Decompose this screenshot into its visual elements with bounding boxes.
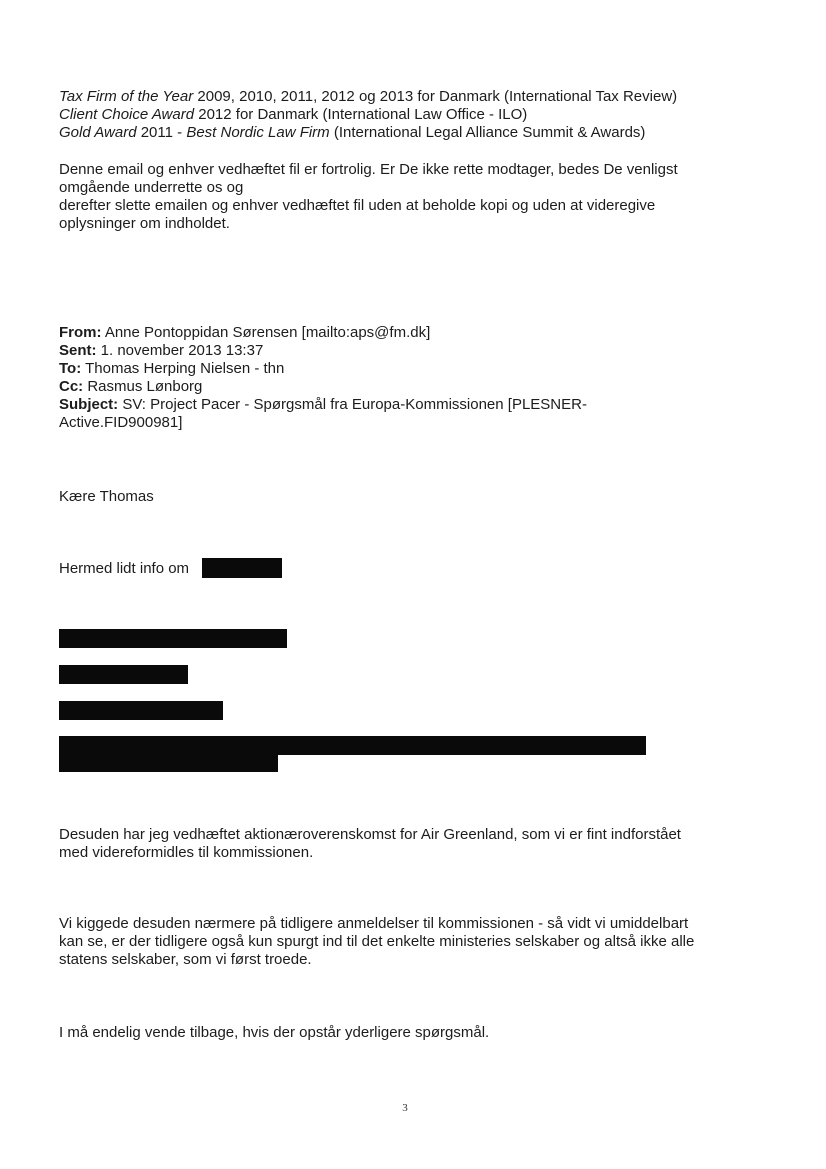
to-line xyxy=(59,360,587,378)
awards-block xyxy=(59,88,677,142)
subject-line xyxy=(59,396,587,414)
redaction-bar xyxy=(202,558,282,578)
paragraph-line: kan se, er der tidligere også kun spurgt ind til det enkelte ministeries selskaber og altså ikke alle xyxy=(59,933,695,950)
greeting xyxy=(59,488,154,506)
closing-text: I må endelig vende tilbage, hvis der opstår yderligere spørgsmål. xyxy=(59,1024,490,1041)
notice-line: Denne email og enhver vedhæftet fil er fortrolig. Er De ikke rette modtager, bedes De venligst xyxy=(59,161,678,178)
to-value: Thomas Herping Nielsen - thn xyxy=(81,360,285,377)
cc-label: Cc: xyxy=(59,378,84,395)
award-line-1 xyxy=(59,88,677,106)
award-title: Gold Award xyxy=(59,124,137,141)
sent-value: 1. november 2013 13:37 xyxy=(96,342,264,359)
redaction-bar xyxy=(59,629,287,648)
from-line xyxy=(59,324,587,342)
award-text: (International Legal Alliance Summit & Awards) xyxy=(329,124,646,141)
info-line xyxy=(59,560,189,578)
from-value: Anne Pontoppidan Sørensen [mailto:aps@fm.dk] xyxy=(101,324,431,341)
notice-line: oplysninger om indholdet. xyxy=(59,215,230,232)
paragraph-line: Vi kiggede desuden nærmere på tidligere anmeldelser til kommissionen - så vidt vi umiddelbart xyxy=(59,915,689,932)
cc-line xyxy=(59,378,587,396)
notice-line: derefter slette emailen og enhver vedhæftet fil uden at beholde kopi og uden at videregive xyxy=(59,197,656,214)
redaction-bar xyxy=(59,753,278,772)
award-title: Tax Firm of the Year xyxy=(59,88,194,105)
paragraph-attachment xyxy=(59,826,681,862)
greeting-text: Kære Thomas xyxy=(59,488,154,505)
award-text: 2012 for Danmark (International Law Office - ILO) xyxy=(194,106,528,123)
paragraph-line: statens selskaber, som vi først troede. xyxy=(59,951,312,968)
notice-line: omgående underrette os og xyxy=(59,179,244,196)
redaction-bar xyxy=(59,701,223,720)
award-text: 2011 - xyxy=(136,124,187,141)
to-label: To: xyxy=(59,360,82,377)
subject-value: SV: Project Pacer - Spørgsmål fra Europa-Kommissionen [PLESNER- xyxy=(118,396,587,413)
confidentiality-notice xyxy=(59,161,678,233)
email-header xyxy=(59,324,587,432)
award-line-3 xyxy=(59,124,677,142)
award-title: Client Choice Award xyxy=(59,106,195,123)
sent-line xyxy=(59,342,587,360)
award-text: 2009, 2010, 2011, 2012 og 2013 for Danmark (International Tax Review) xyxy=(193,88,678,105)
subject-continuation: Active.FID900981] xyxy=(59,414,183,431)
page-number: 3 xyxy=(402,1102,408,1114)
paragraph-line: med videreformidles til kommissionen. xyxy=(59,844,314,861)
info-text: Hermed lidt info om xyxy=(59,560,190,577)
subject-label: Subject: xyxy=(59,396,119,413)
award-line-2 xyxy=(59,106,677,124)
sent-label: Sent: xyxy=(59,342,97,359)
paragraph-notifications xyxy=(59,915,694,969)
from-label: From: xyxy=(59,324,102,341)
redaction-bar xyxy=(59,665,188,684)
award-title: Best Nordic Law Firm xyxy=(186,124,330,141)
closing xyxy=(59,1024,489,1042)
cc-value: Rasmus Lønborg xyxy=(83,378,203,395)
paragraph-line: Desuden har jeg vedhæftet aktionæroverenskomst for Air Greenland, som vi er fint indforstået xyxy=(59,826,681,843)
